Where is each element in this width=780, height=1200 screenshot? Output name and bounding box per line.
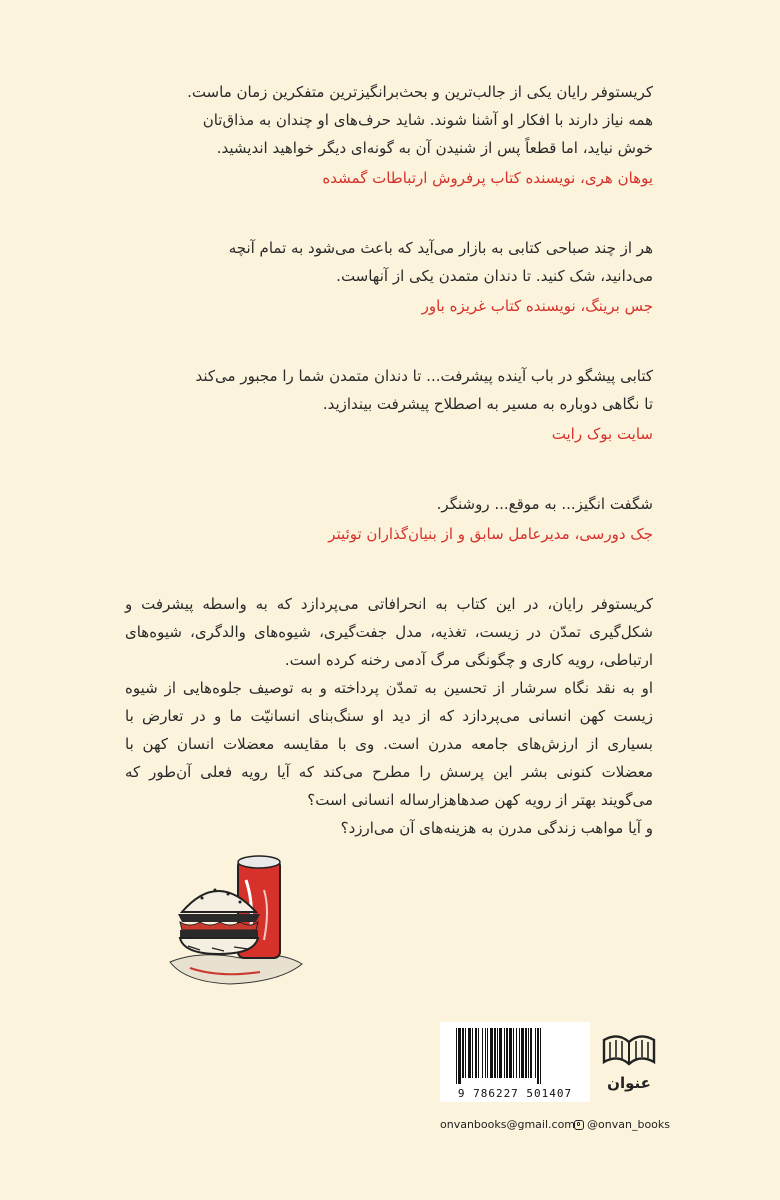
quote-line: خوش نیاید، اما قطعاً پس از شنیدن آن به گونه‌ای دیگر خواهید اندیشید. [216, 139, 653, 157]
quote-line: همه نیاز دارند با افکار او آشنا شوند. شاید حرف‌های او چندان به مذاق‌تان [202, 111, 653, 129]
instagram-icon [574, 1120, 584, 1130]
publisher-logo [600, 1028, 658, 1098]
barcode-bars [454, 1028, 576, 1084]
quote-line: شگفت انگیز... به موقع... روشنگر. [436, 495, 653, 513]
quote-author: سایت بوک رایت [551, 425, 653, 443]
back-cover-text [125, 78, 653, 842]
description-paragraph: کریستوفر رایان، در این کتاب به انحرافاتی می‌پردازد که به واسطه پیشرفت و شکل‌گیری تمدّن در زیست، تغذیه، مدل جفت‌گیری، شیوه‌های والدگری، شیوه‌های ارتباطی، رویه کاری و چگونگی مرگ آدمی رخنه کرده است. [125, 595, 653, 669]
quote-author: جک دورسی، مدیرعامل سابق و از بنیان‌گذاران توئیتر [328, 525, 653, 543]
quote-line: کتابی پیشگو در باب آینده پیشرفت... تا دندان متمدن شما را مجبور می‌کند [195, 367, 653, 385]
instagram-handle-text: @onvan_books [587, 1118, 670, 1131]
quote-3 [125, 362, 653, 448]
quote-line: هر از چند صباحی کتابی به بازار می‌آید که باعث می‌شود به تمام آنچه [228, 239, 653, 257]
quote-1 [125, 78, 653, 192]
contact-footer [440, 1118, 670, 1138]
quote-author: یوهان هری، نویسنده کتاب پرفروش ارتباطات گمشده [322, 169, 653, 187]
isbn-number: 9 786227 501407 [457, 1087, 573, 1100]
quote-2 [125, 234, 653, 320]
publisher-logo-text: عنوان [607, 1074, 651, 1092]
description-paragraph: او به نقد نگاه سرشار از تحسین به تمدّن پرداخته و به توصیف جلوه‌هایی از شیوه زیست کهن انسانی می‌پردازد که از دید او سنگ‌بنای انسانیّت ما و در تعارض با بسیاری از ارزش‌های جامعه مدرن است. وی با مقایسه معضلات انسان کهن با معضلات کنونی بشر این پرسش را مطرح می‌کند که آیا رویه فعلی آن‌طور که می‌گویند بهتر از رویه کهن صدهاهزارساله انسانی است؟ [125, 679, 653, 809]
barcode [440, 1022, 590, 1102]
email-address[interactable]: onvanbooks@gmail.com [440, 1118, 576, 1131]
book-description [125, 590, 653, 842]
instagram-handle[interactable] [574, 1118, 670, 1131]
burger-and-soda-illustration [160, 850, 310, 990]
description-paragraph: و آیا مواهب زندگی مدرن به هزینه‌های آن می‌ارزد؟ [340, 819, 653, 837]
quote-line: می‌دانید، شک کنید. تا دندان متمدن یکی از آنهاست. [336, 267, 653, 285]
quote-author: جس برینگ، نویسنده کتاب غریزه باور [421, 297, 653, 315]
quote-4 [125, 490, 653, 548]
quote-line: کریستوفر رایان یکی از جالب‌ترین و بحث‌برانگیزترین متفکرین زمان ماست. [187, 83, 653, 101]
quote-line: تا نگاهی دوباره به مسیر به اصطلاح پیشرفت بیندازید. [322, 395, 653, 413]
